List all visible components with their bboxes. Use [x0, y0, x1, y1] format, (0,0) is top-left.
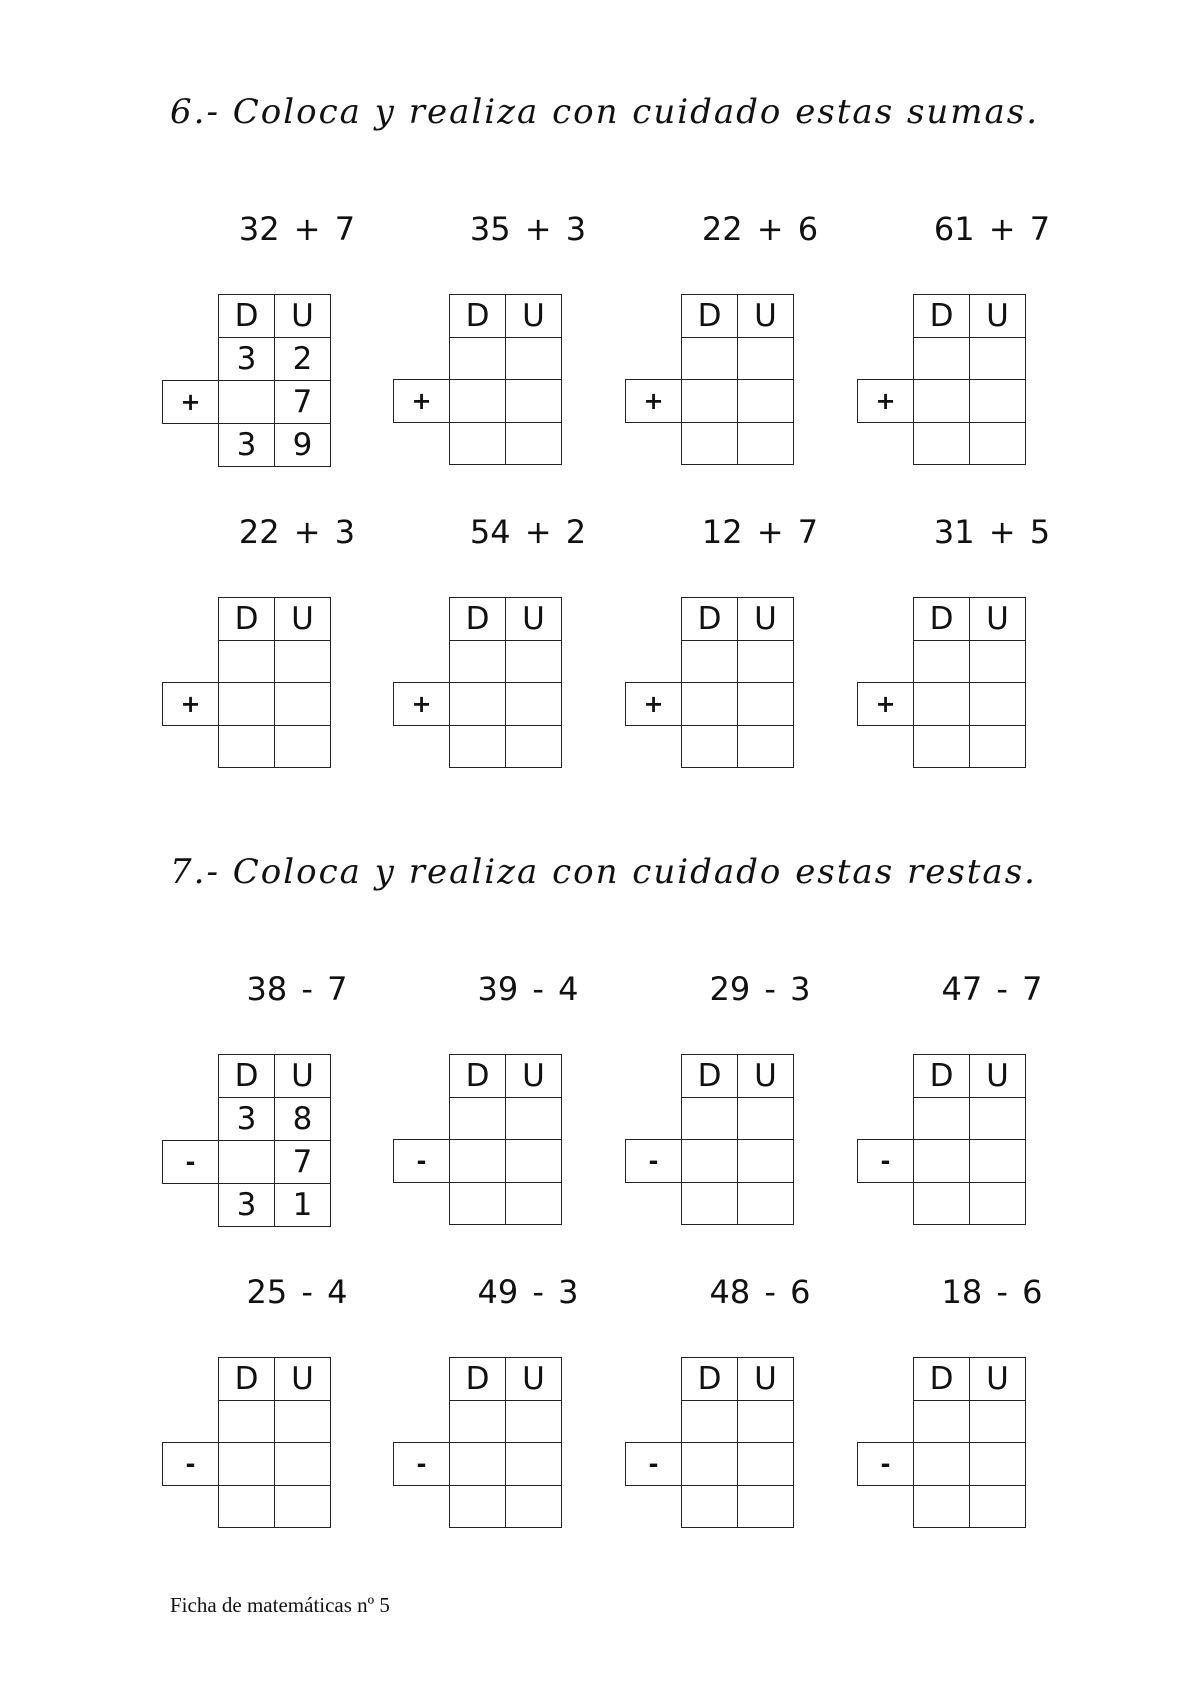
top-tens-cell[interactable] [914, 1401, 970, 1443]
result-tens-cell[interactable] [450, 423, 506, 465]
grid-spacer [858, 1098, 914, 1140]
grid-spacer [626, 1055, 682, 1098]
top-units-cell[interactable] [506, 1098, 562, 1140]
second-units-cell[interactable]: 7 [275, 381, 331, 424]
grid-spacer [163, 1055, 219, 1098]
second-tens-cell[interactable] [682, 1140, 738, 1183]
top-tens-cell[interactable] [450, 1401, 506, 1443]
second-tens-cell[interactable] [450, 1140, 506, 1183]
second-tens-cell[interactable] [682, 1443, 738, 1486]
problem-expression: 22 + 3 [238, 513, 356, 551]
grid-spacer [858, 641, 914, 683]
grid-spacer [163, 598, 219, 641]
result-tens-cell[interactable] [219, 726, 275, 768]
grid-spacer [858, 1358, 914, 1401]
place-value-grid [857, 1357, 1026, 1528]
tens-header: D [682, 598, 738, 641]
section-heading-sums: 6.- Coloca y realiza con cuidado estas sumas. [170, 92, 1040, 132]
result-tens-cell[interactable]: 3 [219, 424, 275, 467]
result-tens-cell[interactable] [450, 1183, 506, 1225]
result-units-cell[interactable] [506, 1183, 562, 1225]
units-header: U [506, 1358, 562, 1401]
result-units-cell[interactable] [970, 423, 1026, 465]
units-header: U [738, 1055, 794, 1098]
top-tens-cell[interactable] [450, 1098, 506, 1140]
operator-cell: + [394, 683, 450, 726]
top-units-cell[interactable] [738, 338, 794, 380]
result-units-cell[interactable] [506, 423, 562, 465]
place-value-grid [625, 1357, 794, 1528]
top-units-cell[interactable] [738, 1401, 794, 1443]
top-units-cell[interactable] [275, 1401, 331, 1443]
grid-spacer [626, 295, 682, 338]
grid-spacer [858, 423, 914, 465]
units-header: U [970, 295, 1026, 338]
result-tens-cell[interactable] [450, 726, 506, 768]
grid-spacer [858, 598, 914, 641]
result-units-cell[interactable] [970, 1486, 1026, 1528]
problem-expression: 12 + 7 [701, 513, 819, 551]
place-value-grid [857, 1054, 1026, 1225]
result-units-cell[interactable] [970, 726, 1026, 768]
tens-header: D [450, 295, 506, 338]
place-value-grid [625, 1054, 794, 1225]
place-value-grid [162, 294, 331, 467]
second-units-cell[interactable]: 7 [275, 1141, 331, 1184]
result-tens-cell[interactable] [914, 1486, 970, 1528]
problem-expression: 49 - 3 [477, 1273, 579, 1311]
top-units-cell[interactable] [970, 1401, 1026, 1443]
grid-spacer [394, 423, 450, 465]
grid-spacer [163, 295, 219, 338]
grid-spacer [394, 641, 450, 683]
result-tens-cell[interactable]: 3 [219, 1184, 275, 1227]
second-tens-cell[interactable] [450, 683, 506, 726]
result-units-cell[interactable] [738, 1486, 794, 1528]
second-tens-cell[interactable] [914, 1140, 970, 1183]
second-units-cell[interactable] [506, 1443, 562, 1486]
top-tens-cell[interactable] [682, 1401, 738, 1443]
second-tens-cell[interactable] [450, 380, 506, 423]
grid-spacer [626, 1486, 682, 1528]
place-value-grid [162, 597, 331, 768]
top-tens-cell[interactable] [914, 641, 970, 683]
problem-expression: 35 + 3 [469, 210, 587, 248]
grid-spacer [626, 1183, 682, 1225]
second-units-cell[interactable] [738, 683, 794, 726]
units-header: U [970, 1358, 1026, 1401]
result-tens-cell[interactable] [914, 1183, 970, 1225]
grid-spacer [394, 295, 450, 338]
tens-header: D [914, 295, 970, 338]
grid-spacer [394, 1055, 450, 1098]
problem-expression: 39 - 4 [477, 970, 579, 1008]
tens-header: D [219, 1055, 275, 1098]
operator-cell: - [163, 1141, 219, 1184]
operator-cell: + [163, 381, 219, 424]
result-units-cell[interactable] [506, 1486, 562, 1528]
second-tens-cell[interactable] [219, 1443, 275, 1486]
top-tens-cell[interactable] [219, 1401, 275, 1443]
top-tens-cell[interactable]: 3 [219, 1098, 275, 1141]
grid-spacer [858, 1055, 914, 1098]
top-tens-cell[interactable] [219, 641, 275, 683]
result-tens-cell[interactable] [682, 1486, 738, 1528]
tens-header: D [914, 1055, 970, 1098]
place-value-grid [625, 597, 794, 768]
top-tens-cell[interactable] [450, 641, 506, 683]
result-tens-cell[interactable] [682, 726, 738, 768]
result-tens-cell[interactable] [219, 1486, 275, 1528]
grid-spacer [858, 1486, 914, 1528]
second-tens-cell[interactable] [682, 380, 738, 423]
grid-spacer [163, 1358, 219, 1401]
second-units-cell[interactable] [738, 1443, 794, 1486]
second-units-cell[interactable] [506, 683, 562, 726]
grid-spacer [163, 1184, 219, 1227]
place-value-grid [393, 597, 562, 768]
second-units-cell[interactable] [275, 683, 331, 726]
top-units-cell[interactable] [970, 338, 1026, 380]
operator-cell: + [394, 380, 450, 423]
grid-spacer [163, 726, 219, 768]
tens-header: D [914, 1358, 970, 1401]
top-tens-cell[interactable] [682, 641, 738, 683]
second-tens-cell[interactable] [914, 683, 970, 726]
grid-spacer [394, 1486, 450, 1528]
operator-cell: - [626, 1140, 682, 1183]
problem-expression: 48 - 6 [709, 1273, 811, 1311]
tens-header: D [450, 598, 506, 641]
tens-header: D [219, 1358, 275, 1401]
second-tens-cell[interactable] [219, 683, 275, 726]
result-units-cell[interactable] [970, 1183, 1026, 1225]
grid-spacer [626, 1098, 682, 1140]
result-tens-cell[interactable] [914, 726, 970, 768]
tens-header: D [219, 598, 275, 641]
second-tens-cell[interactable] [219, 1141, 275, 1184]
place-value-grid [393, 294, 562, 465]
units-header: U [275, 598, 331, 641]
units-header: U [275, 295, 331, 338]
problem-expression: 29 - 3 [709, 970, 811, 1008]
operator-cell: + [163, 683, 219, 726]
grid-spacer [394, 1183, 450, 1225]
second-tens-cell[interactable] [219, 381, 275, 424]
grid-spacer [858, 338, 914, 380]
problem-expression: 31 + 5 [933, 513, 1051, 551]
grid-spacer [163, 424, 219, 467]
top-units-cell[interactable] [738, 641, 794, 683]
top-tens-cell[interactable] [450, 338, 506, 380]
grid-spacer [626, 423, 682, 465]
grid-spacer [394, 726, 450, 768]
problem-expression: 25 - 4 [246, 1273, 348, 1311]
operator-cell: - [858, 1443, 914, 1486]
top-units-cell[interactable] [970, 641, 1026, 683]
units-header: U [506, 295, 562, 338]
second-units-cell[interactable] [506, 380, 562, 423]
result-units-cell[interactable]: 1 [275, 1184, 331, 1227]
result-tens-cell[interactable] [682, 1183, 738, 1225]
footer-text: Ficha de matemáticas nº 5 [170, 1593, 390, 1617]
grid-spacer [858, 726, 914, 768]
place-value-grid [393, 1054, 562, 1225]
grid-spacer [626, 726, 682, 768]
problem-expression: 38 - 7 [246, 970, 348, 1008]
result-units-cell[interactable] [738, 1183, 794, 1225]
units-header: U [506, 598, 562, 641]
top-tens-cell[interactable] [682, 1098, 738, 1140]
operator-cell: - [394, 1443, 450, 1486]
grid-spacer [163, 1401, 219, 1443]
top-units-cell[interactable] [275, 641, 331, 683]
problem-expression: 32 + 7 [238, 210, 356, 248]
grid-spacer [626, 598, 682, 641]
result-tens-cell[interactable] [682, 423, 738, 465]
units-header: U [970, 598, 1026, 641]
place-value-grid [162, 1357, 331, 1528]
section-heading-subtractions: 7.- Coloca y realiza con cuidado estas restas. [170, 852, 1037, 892]
top-tens-cell[interactable] [682, 338, 738, 380]
second-units-cell[interactable] [275, 1443, 331, 1486]
grid-spacer [858, 295, 914, 338]
second-units-cell[interactable] [970, 380, 1026, 423]
second-tens-cell[interactable] [682, 683, 738, 726]
result-tens-cell[interactable] [450, 1486, 506, 1528]
grid-spacer [858, 1183, 914, 1225]
units-header: U [738, 295, 794, 338]
place-value-grid [857, 294, 1026, 465]
units-header: U [738, 1358, 794, 1401]
second-units-cell[interactable] [738, 380, 794, 423]
place-value-grid [857, 597, 1026, 768]
grid-spacer [163, 1486, 219, 1528]
result-units-cell[interactable] [738, 726, 794, 768]
second-units-cell[interactable] [970, 683, 1026, 726]
tens-header: D [682, 295, 738, 338]
top-units-cell[interactable]: 2 [275, 338, 331, 381]
result-units-cell[interactable]: 9 [275, 424, 331, 467]
grid-spacer [163, 641, 219, 683]
problem-expression: 61 + 7 [933, 210, 1051, 248]
result-units-cell[interactable] [275, 726, 331, 768]
grid-spacer [394, 338, 450, 380]
second-units-cell[interactable] [970, 1443, 1026, 1486]
operator-cell: + [626, 683, 682, 726]
tens-header: D [682, 1358, 738, 1401]
top-units-cell[interactable] [506, 1401, 562, 1443]
top-units-cell[interactable] [970, 1098, 1026, 1140]
operator-cell: - [163, 1443, 219, 1486]
grid-spacer [394, 1401, 450, 1443]
tens-header: D [682, 1055, 738, 1098]
units-header: U [738, 598, 794, 641]
result-tens-cell[interactable] [914, 423, 970, 465]
grid-spacer [163, 338, 219, 381]
problem-expression: 47 - 7 [941, 970, 1043, 1008]
problem-expression: 22 + 6 [701, 210, 819, 248]
operator-cell: - [394, 1140, 450, 1183]
second-tens-cell[interactable] [450, 1443, 506, 1486]
second-units-cell[interactable] [970, 1140, 1026, 1183]
grid-spacer [394, 1098, 450, 1140]
operator-cell: + [626, 380, 682, 423]
top-units-cell[interactable] [738, 1098, 794, 1140]
place-value-grid [162, 1054, 331, 1227]
result-units-cell[interactable] [275, 1486, 331, 1528]
grid-spacer [394, 598, 450, 641]
top-units-cell[interactable] [506, 641, 562, 683]
problem-expression: 54 + 2 [469, 513, 587, 551]
units-header: U [275, 1055, 331, 1098]
top-units-cell[interactable]: 8 [275, 1098, 331, 1141]
operator-cell: + [858, 380, 914, 423]
tens-header: D [450, 1358, 506, 1401]
grid-spacer [394, 1358, 450, 1401]
place-value-grid [393, 1357, 562, 1528]
top-tens-cell[interactable] [914, 1098, 970, 1140]
second-tens-cell[interactable] [914, 380, 970, 423]
result-units-cell[interactable] [738, 423, 794, 465]
problem-expression: 18 - 6 [941, 1273, 1043, 1311]
grid-spacer [858, 1401, 914, 1443]
top-tens-cell[interactable] [914, 338, 970, 380]
grid-spacer [626, 641, 682, 683]
operator-cell: - [626, 1443, 682, 1486]
grid-spacer [626, 338, 682, 380]
tens-header: D [914, 598, 970, 641]
units-header: U [275, 1358, 331, 1401]
second-units-cell[interactable] [738, 1140, 794, 1183]
tens-header: D [219, 295, 275, 338]
units-header: U [970, 1055, 1026, 1098]
second-units-cell[interactable] [506, 1140, 562, 1183]
grid-spacer [626, 1401, 682, 1443]
tens-header: D [450, 1055, 506, 1098]
grid-spacer [626, 1358, 682, 1401]
second-tens-cell[interactable] [914, 1443, 970, 1486]
top-tens-cell[interactable]: 3 [219, 338, 275, 381]
grid-spacer [163, 1098, 219, 1141]
operator-cell: - [858, 1140, 914, 1183]
result-units-cell[interactable] [506, 726, 562, 768]
place-value-grid [625, 294, 794, 465]
operator-cell: + [858, 683, 914, 726]
top-units-cell[interactable] [506, 338, 562, 380]
units-header: U [506, 1055, 562, 1098]
